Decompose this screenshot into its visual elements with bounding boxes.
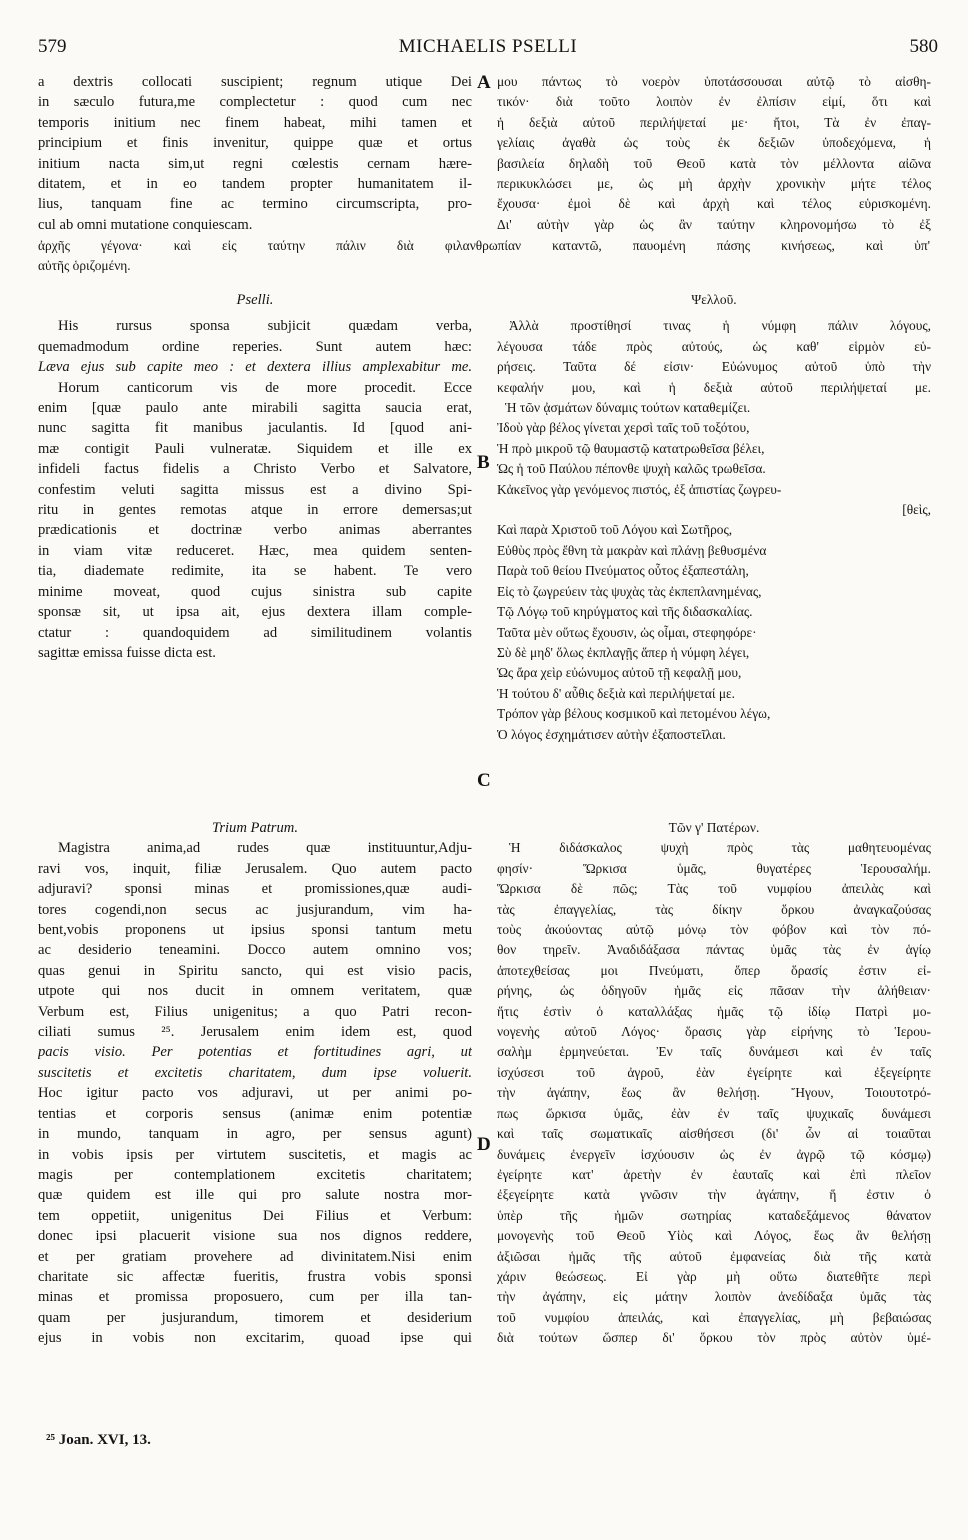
greek-line: δυνάμεις ἐνεργεῖν ἰσχύουσιν ὡς ἐν ἀγρῷ τῷ κόσμῳ)	[497, 1146, 931, 1162]
margin-marker-c: C	[477, 770, 491, 791]
latin-column-section-3	[38, 818, 472, 1349]
greek-line: θον τηρεῖν. Ἀναδιδάξασα πάντας ὑμᾶς τὰς ἐν ἁγίῳ	[497, 942, 931, 958]
greek-line: Ἡ διδάσκαλος ψυχὴ πρὸς τὰς μαθητευομένας	[509, 840, 931, 856]
greek-line: τὰς ἐπαγγελίας, τὰς δίκην ὅρκου ἀναγκαζούσας	[497, 901, 931, 917]
greek-line: ρήνης, ὡς ὁδηγοῦν ἡμᾶς εἰς πᾶσαν τὴν ἀλήθειαν·	[497, 983, 931, 999]
latin-line: ritu in gentes remotas atque in errore demersas;ut	[38, 502, 472, 519]
greek-verse-line: Κἀκεῖνος γὰρ γενόμενος πιστός, ἐξ ἀπιστίας ζωγρευ-	[497, 481, 782, 497]
greek-verse-line: Εὐθὺς πρὸς ἔθνη τὰ μακρὰν καὶ πλάνῃ βεθυσμένα	[497, 542, 767, 558]
greek-line: πως ὥρκισα ὑμᾶς, ἐὰν ἐν ταῖς ψυχικαῖς δυνάμεσι	[497, 1105, 931, 1121]
latin-line: tentias et corporis sensus (animæ enim potentiæ	[38, 1105, 472, 1122]
greek-line: ἐγείρητε κατ' ἀρετὴν ἐν ἑαυταῖς καὶ ἐπὶ πλεῖον	[497, 1166, 931, 1182]
latin-line: a dextris collocati suscipient; regnum utique Dei	[38, 74, 472, 90]
greek-line: λέγουσα τάδε πρὸς αὐτούς, ὡς καθ' εἱρμὸν εὑ-	[497, 338, 931, 354]
latin-line: lius, tanquam fine ac termino circumscripta, pro-	[38, 196, 472, 213]
greek-verse-line: Ἡ τούτου δ' αὖθις δεξιὰ καὶ περιλήψεταί με.	[497, 685, 736, 701]
greek-line: ἔχουσα· ἐμοὶ δὲ καὶ ἀρχὴ καὶ τέλος εὑρισκομένη.	[497, 196, 931, 212]
greek-verse-line: Παρὰ τοῦ θείου Πνεύματος οὗτος ἐξαπεστάλη,	[497, 563, 749, 579]
greek-line: νογενὴς αὐτοῦ Λόγος· ὅρασις γὰρ εἰρήνης τὸ Ἱερου-	[497, 1024, 931, 1040]
latin-line: confestim veluti sagitta missus est a divino Spi-	[38, 481, 472, 498]
greek-line: φησίν· Ὥρκισα ὑμᾶς, θυγατέρες Ἱερουσαλήμ.	[497, 860, 931, 876]
latin-line: His rursus sponsa subjicit quædam verba,	[58, 318, 472, 335]
greek-line: ἐξεγείρητε κατὰ γνῶσιν τὴν ἀγάπην, ἥ ἐστιν ὁ	[497, 1187, 931, 1203]
latin-line: utpote qui nos ducit in omnem veritatem, quæ	[38, 983, 472, 1000]
latin-line: donec ipsi placuerit visione sua nos dignos reddere,	[38, 1228, 472, 1245]
greek-full-width-text	[38, 236, 930, 277]
greek-line: κεφαλήν μου, καὶ ἡ δεξιὰ αὐτοῦ περιλήψεταί με.	[497, 379, 931, 395]
greek-line: τὴν ἀγάπην, εἰς μάτην λοιπὸν ἀνεδίδαξα ὑμᾶς τὰς	[497, 1289, 931, 1305]
greek-verse-line: Ὡς ἄρα χεὶρ εὐώνυμος αὐτοῦ τῇ κεφαλῇ μου,	[497, 665, 742, 681]
latin-line: enim [quæ paulo ante mirabili sagitta saucia erat,	[38, 400, 472, 417]
section-heading-trium-patrum: Trium Patrum.	[212, 820, 298, 836]
page-number-right: 580	[909, 36, 938, 57]
latin-column-section-2	[38, 290, 472, 663]
running-title: MICHAELIS PSELLI	[398, 36, 578, 57]
page-number-left: 579	[38, 36, 67, 57]
greek-verse-line: Ἰδοὺ γὰρ βέλος γίνεται χερσὶ ταῖς τοῦ τοξότου,	[497, 420, 750, 436]
greek-line: ἡ δεξιὰ αὐτοῦ περιλήψεταί με· ἤτοι, Τὰ ἐν ἐπαγ-	[497, 114, 931, 130]
latin-line: principium et finis invenitur, quippe quæ et ortus	[38, 135, 472, 152]
latin-line: ac desiderio teneamini. Docco autem omnino vos;	[38, 942, 472, 959]
greek-verse-line: Ταῦτα μὲν οὕτως ἔχουσιν, ὡς οἶμαι, στεφηφόρε·	[497, 624, 757, 640]
greek-verse-line: Ἡ τῶν ᾀσμάτων δύναμις τούτων καταθεμίζει.	[505, 400, 751, 416]
greek-verse-line: Τῷ Λόγῳ τοῦ κηρύγματος καὶ τῆς διδασκαλίας.	[497, 604, 753, 620]
greek-verse-line: Τρόπον γὰρ βέλους κοσμικοῦ καὶ πετομένου λέγω,	[497, 706, 771, 722]
latin-line: infideli factus fidelis a Christo Verbo et Salvatore,	[38, 461, 472, 478]
latin-line: bent,vobis proponens ut ipsius sponsi tantum metu	[38, 922, 472, 939]
latin-line: tia, diademate redimite, ita se habent. Te vero	[38, 563, 472, 580]
greek-line: χάριν θεώσεως. Εἰ γὰρ μὴ οὕτω διατεθῆτε περὶ	[497, 1268, 931, 1284]
greek-line: σαλὴμ ἑρμηνεύεται. Ἐν ταῖς δυνάμεσι καὶ ἐν ταῖς	[497, 1044, 931, 1060]
latin-line: Magistra anima,ad rudes quæ instituuntur,Adju-	[58, 840, 472, 857]
greek-line: τοῦ νυμφίου ἀπειλάς, καὶ ἐπαγγελίας, μὴ βεβαιώσας	[497, 1309, 931, 1325]
greek-verse-line: Ὁ λόγος ἐσχημάτισεν αὐτὴν ἐξαποστεῖλαι.	[497, 726, 726, 742]
greek-line: τὴν ἀγάπην, ἕως ἂν θελήσῃ. Ἤγουν, Τοιουτοτρό-	[497, 1085, 931, 1101]
greek-line: αὐτῆς ὁριζομένη.	[38, 258, 131, 274]
greek-line: διὰ τούτων ὥσπερ δι' ὅρκου τὸν πρὸς αὐτὸν ὑμέ-	[497, 1330, 931, 1346]
latin-line: sponsæ sit, ut ipsa ait, ejus dextera illam comple-	[38, 604, 472, 621]
section-heading-psellou: Ψελλοῦ.	[691, 292, 737, 307]
greek-line: τοὺς ἀκούοντας αὐτῷ μόνῳ τὸν φόβον καὶ τὸν πό-	[497, 922, 931, 938]
latin-line: in viam vitæ reduceret. Hæc, mea quidem senten-	[38, 542, 472, 559]
latin-line: Verbum est, Filius unigenitus; a quo Patri recon-	[38, 1003, 472, 1020]
latin-line: ctatur : quandoquidem ad similitudinem volantis	[38, 624, 472, 641]
margin-marker-b: B	[477, 452, 490, 473]
latin-line: in sæculo futura,me complectetur : quod cum nec	[38, 94, 472, 111]
latin-line: prædicationis et doctrinæ verbo animas aberrantes	[38, 522, 472, 539]
footnote: ²⁵ Joan. XVI, 13.	[46, 1432, 151, 1448]
latin-line: in mundo, tanquam in agro, per sensus agunt)	[38, 1126, 472, 1143]
margin-marker-d: D	[477, 1134, 491, 1155]
greek-line: ἰσχύσεσι τοῦ ἀγροῦ, ἐὰν ἐγείρητε καὶ ἐξεγείρητε	[497, 1064, 931, 1080]
latin-line: tem oppetiit, unigenitus Dei Filius et Verbum:	[38, 1207, 472, 1224]
greek-line: Δι' αὐτὴν γὰρ ὡς ἂν ταύτην κληρονομήσω τὸ ἐξ	[497, 216, 931, 232]
greek-column-section-3	[497, 818, 931, 1349]
greek-line: ἀρχῆς γέγονα· καὶ εἰς ταύτην πάλιν διὰ φιλανθρωπίαν καταντῶ, παυομένη πάσης κινήσεως, καὶ ὑπ'	[38, 238, 930, 253]
greek-verse-line: Ἡ πρὸ μικροῦ τῷ θαυμαστῷ κατατρωθεῖσα βέλει,	[497, 440, 765, 456]
greek-line: καὶ ταῖς σωματικαῖς αἰσθήσεσι (δι' ὧν αἱ τοιαῦται	[497, 1126, 931, 1142]
greek-verse-line: Καὶ παρὰ Χριστοῦ τοῦ Λόγου καὶ Σωτῆρος,	[497, 522, 733, 538]
latin-line: ditatem, et in eo tandem propter humanitatem il-	[38, 176, 472, 193]
greek-line: γελίαις ἀγαθὰ ὡς τοὺς ἐκ δεξιῶν ὑποδεχόμενα, ἡ	[497, 135, 931, 151]
latin-line: quas genui in Spiritu sancto, qui est visio pacis,	[38, 962, 472, 979]
greek-line: βασιλεία δηλαδὴ τοῦ Θεοῦ κατὰ τὸν μέλλοντα αἰῶνα	[497, 155, 931, 171]
greek-column-section-2	[497, 290, 931, 745]
greek-line: μου πάντως τὸ νοερὸν ὑποτάσσουσαι αὐτῷ τὸ αἰσθη-	[497, 74, 931, 89]
greek-line: Ἀλλὰ προστίθησί τινας ἡ νύμφη πάλιν λόγους,	[509, 318, 931, 334]
latin-line: quam per jusjurandum, timorem et desiderium	[38, 1309, 472, 1326]
greek-line: περικυκλώσει με, ὡς μὴ ἀρχὴν χρονικὴν μήτε τέλος	[497, 176, 931, 192]
latin-line: ciliati sumus ²⁵. Jerusalem enim idem est, quod	[38, 1024, 472, 1041]
latin-line: nunc sagitta fit manibus jaculantis. Id [quod ani-	[38, 420, 472, 437]
latin-line-italic-quote: Læva ejus sub capite meo : et dextera illius amplexabitur me.	[38, 359, 472, 376]
greek-line: Ὥρκισα δὲ πῶς; Τὰς τοῦ νυμφίου ἀπειλὰς καὶ	[497, 881, 931, 897]
latin-line: in vobis ipsis per virtutem suscitetis, et magis ac	[38, 1146, 472, 1163]
section-heading-ton-pateron: Τῶν γ' Πατέρων.	[668, 820, 760, 835]
greek-verse-line: Σὺ δὲ μηδ' ὅλως ἐκπλαγῇς ἅπερ ἡ νύμφη λέγει,	[497, 644, 750, 660]
latin-line: quemadmodum ordine reperies. Sunt autem hæc:	[38, 338, 472, 355]
greek-line: ὑπὲρ τῆς ἡμῶν σωτηρίας καταδεξάμενος θάνατον	[497, 1207, 931, 1223]
greek-verse-line: Ὡς ἡ τοῦ Παύλου πέπονθε ψυχὴ καλῶς τρωθεῖσα.	[497, 461, 766, 477]
latin-line-italic: suscitetis et excitetis charitatem, dum ipse voluerit.	[38, 1064, 472, 1081]
margin-marker-a: A	[477, 72, 491, 93]
latin-line: minime moveat, quod cujus sinistra sub capite	[38, 583, 472, 600]
latin-line: Hoc igitur pacto vos adjuravi, ut per animi po-	[38, 1085, 472, 1102]
greek-line: ἥτις ἐστὶν ὁ καταλλάξας ἡμᾶς τῷ ἰδίῳ Πατρὶ μο-	[497, 1003, 931, 1019]
latin-line: quæ quidem est ille qui pro salute nostra mor-	[38, 1187, 472, 1204]
latin-line: Horum canticorum vis de more procedit. Ecce	[58, 379, 472, 396]
latin-line: ejus in vobis non excitarim, quoad ipse qui	[38, 1330, 472, 1347]
latin-line: mæ contigit Pauli vulneratæ. Siquidem et ille ex	[38, 440, 472, 457]
latin-line: charitate sic affectæ fueritis, frustra vobis sponsi	[38, 1268, 472, 1285]
latin-line: cul ab omni mutatione conquiescam.	[38, 216, 253, 233]
latin-line: tores cogendi,non secus ac jusjurandum, vim ha-	[38, 901, 472, 918]
latin-line-italic: pacis visio. Per potentias et fortitudines agri, ut	[38, 1044, 472, 1061]
latin-line: ravi vos, inquit, filiæ Jerusalem. Quo autem pacto	[38, 860, 472, 877]
greek-line: ρήσεις. Ταῦτα δέ εἰσιν· Εὐώνυμος αὐτοῦ ὑπὸ τὴν	[497, 359, 931, 375]
latin-line: adjuravi? sponsi minas et promissiones,quæ audi-	[38, 881, 472, 898]
page-header	[38, 36, 938, 62]
greek-line: ἀξιῶσαι ἡμᾶς τῆς αὐτοῦ ἐμφανείας διὰ τῆς κατὰ	[497, 1248, 931, 1264]
latin-line: magis per contemplationem excitetis charitatem;	[38, 1166, 472, 1183]
latin-column-section-1	[38, 72, 472, 235]
section-heading-pselli: Pselli.	[236, 292, 274, 308]
greek-line: τικόν· διὰ τοῦτο λοιπὸν ἐν ἐλπίσιν εἰμί, ὅτι καὶ	[497, 94, 931, 110]
greek-verse-line: Εἰς τὸ ζωγρεύειν τὰς ψυχὰς τὰς ἐκπεπλανημένας,	[497, 583, 762, 599]
latin-line: temporis initium nec finem habeat, mihi tamen et	[38, 114, 472, 131]
greek-column-section-1	[497, 72, 931, 235]
greek-line: μονογενὴς τοῦ Θεοῦ Υἱὸς καὶ Λόγος, ἕως ἂν θελήσῃ	[497, 1228, 931, 1244]
latin-line: initium nacta sim,ut regni cœlestis cernam hære-	[38, 155, 472, 172]
latin-line: et per gratiam provehere ad divinitatem.Nisi enim	[38, 1248, 472, 1265]
latin-line: sagittæ emissa fuisse dicta est.	[38, 644, 216, 661]
latin-line: minas et promissa proposuero, cum per illa tan-	[38, 1289, 472, 1306]
greek-verse-turnover: [θεὶς,	[902, 502, 931, 518]
greek-line: ἀποτεχθείσας μοι Πνεύματι, ὅπερ ὅρασίς ἐστιν εἰ-	[497, 962, 931, 978]
